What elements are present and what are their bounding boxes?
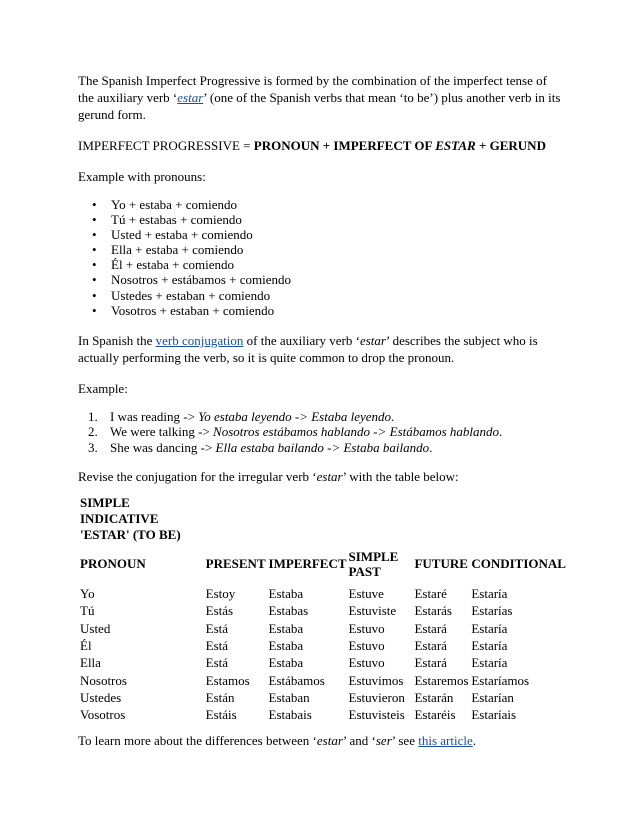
list-item: • Ustedes + estaban + comiendo <box>78 288 566 303</box>
outro-estar: estar <box>316 733 343 749</box>
table-row <box>78 689 566 706</box>
table-cell: Estarías <box>471 603 513 619</box>
example-spanish-short: Estaba bailando <box>343 439 430 455</box>
table-cell: Estuvo <box>348 638 385 653</box>
table-cell: Estáis <box>205 707 237 723</box>
example-arrow: -> <box>370 424 390 440</box>
conjugation-text-2: of the auxiliary verb ‘ <box>243 332 360 348</box>
table-cell: Estaban <box>268 689 310 705</box>
table-row <box>78 654 566 671</box>
column-header: PRESENT <box>205 556 266 572</box>
example-number: 3. <box>88 439 98 455</box>
revise-text-2: ’ with the table below: <box>342 468 459 484</box>
table-cell: Estaría <box>471 638 508 653</box>
table-cell: Estaría <box>471 620 508 636</box>
table-cell: Estarían <box>471 689 514 705</box>
column-header: IMPERFECT <box>268 556 347 572</box>
list-item: • Usted + estaba + comiendo <box>78 227 566 242</box>
intro-text-2: ’ (one of the Spanish verbs that mean ‘to be’) plus another verb in its gerund form. <box>78 90 561 122</box>
table-cell: Yo <box>80 586 95 602</box>
table-cell: Estábamos <box>268 672 325 688</box>
table-cell: Estuvo <box>348 620 385 636</box>
table-cell: Usted <box>80 620 111 636</box>
table-cell: Estaba <box>268 620 304 636</box>
outro-paragraph <box>78 732 566 749</box>
example-number: 1. <box>88 408 98 424</box>
example-arrow: -> <box>291 408 312 424</box>
list-item: • Nosotros + estábamos + comiendo <box>78 272 566 287</box>
intro-text-1: The Spanish Imperfect Progressive is formed by the combination of the imperfect tense of the auxiliary verb ‘ <box>78 73 547 105</box>
table-cell: Estaría <box>471 655 508 671</box>
formula-bold-2: + GERUND <box>475 138 546 153</box>
table-cell: Ella <box>80 655 101 671</box>
table-cell: Está <box>205 620 229 636</box>
table-cell: Están <box>205 689 235 705</box>
table-cell: Estaremos <box>414 672 469 688</box>
table-cell: Estaba <box>268 655 304 671</box>
pronoun-example-list <box>78 197 566 318</box>
table-cell: Tú <box>80 603 95 619</box>
table-row <box>78 671 566 688</box>
table-cell: Él <box>80 638 92 653</box>
estar-link[interactable]: estar <box>177 90 204 105</box>
table-cell: Estaba <box>268 586 304 602</box>
example-end: . <box>429 439 433 455</box>
example-spanish-short: Estaba leyendo <box>311 408 392 424</box>
formula-estar: ESTAR <box>435 138 476 153</box>
table-cell: Estabas <box>268 603 309 619</box>
table-cell: Ustedes <box>80 689 122 705</box>
table-cell: Estamos <box>205 672 250 688</box>
example-end: . <box>499 424 503 440</box>
example-spanish-short: Estábamos hablando <box>389 424 500 440</box>
table-cell: Estás <box>205 603 234 619</box>
example-english: She was dancing -> <box>110 439 216 455</box>
example-spanish-full: Ella estaba bailando <box>215 439 324 455</box>
table-row <box>78 585 566 602</box>
outro-text-4: . <box>472 733 476 749</box>
revise-paragraph <box>78 468 566 485</box>
this-article-link[interactable]: this article <box>418 733 473 749</box>
table-cell: Está <box>205 655 229 671</box>
formula-prefix: IMPERFECT PROGRESSIVE = <box>78 138 254 153</box>
table-cell: Estará <box>414 638 447 653</box>
example-english: We were talking -> <box>110 424 214 440</box>
table-cell: Estuvisteis <box>348 707 405 723</box>
example-english: I was reading -> <box>110 408 199 424</box>
table-cell: Estaréis <box>414 707 456 723</box>
table-cell: Vosotros <box>80 707 126 723</box>
list-item: • Tú + estabas + comiendo <box>78 212 566 227</box>
intro-paragraph <box>78 72 566 123</box>
column-header: FUTURE <box>414 556 468 572</box>
example-spanish-full: Yo estaba leyendo <box>198 408 292 424</box>
table-cell: Estaré <box>414 586 447 602</box>
conjugation-text-1: In Spanish the <box>78 332 156 348</box>
table-cell: Nosotros <box>80 672 127 688</box>
table-row <box>78 637 566 654</box>
table-row <box>78 602 566 619</box>
table-cell: Está <box>205 638 229 653</box>
outro-text-1: To learn more about the differences between ‘ <box>78 733 317 749</box>
table-cell: Estaríamos <box>471 672 530 688</box>
formula-bold-1: PRONOUN + IMPERFECT OF <box>253 138 436 153</box>
example-number: 2. <box>88 424 98 440</box>
table-cell: Estuviste <box>348 603 397 619</box>
table-caption: SIMPLE INDICATIVE 'ESTAR' (TO BE) <box>80 494 181 542</box>
conjugation-text-3: ’ describes the subject who is actually performing the verb, so it is quite common to drop the pronoun. <box>78 332 538 365</box>
table-cell: Estoy <box>205 586 236 602</box>
example-spanish-full: Nosotros estábamos hablando <box>213 424 371 440</box>
conjugation-paragraph <box>78 332 566 366</box>
example-arrow: -> <box>323 439 344 455</box>
table-cell: Estaría <box>471 586 508 602</box>
example-label: Example: <box>78 380 128 396</box>
table-header-row <box>78 547 566 585</box>
list-item: • Vosotros + estaban + comiendo <box>78 303 566 318</box>
pronoun-example-label: Example with pronouns: <box>78 169 206 184</box>
estar-conjugation-table <box>78 495 566 723</box>
formula-line <box>78 137 566 154</box>
table-cell: Estará <box>414 655 447 671</box>
list-item <box>78 409 566 424</box>
table-cell: Estabais <box>268 707 312 723</box>
example-end: . <box>391 408 395 424</box>
list-item: • Él + estaba + comiendo <box>78 257 566 272</box>
document-page <box>78 72 566 749</box>
table-row <box>78 620 566 637</box>
column-header: PRONOUN <box>80 556 146 572</box>
example-list <box>78 409 566 455</box>
table-cell: Estaba <box>268 638 304 653</box>
outro-ser: ser <box>375 733 392 749</box>
list-item <box>78 424 566 439</box>
table-cell: Estuvieron <box>348 689 405 705</box>
revise-estar: estar <box>316 468 343 484</box>
table-cell: Estaríais <box>471 707 517 723</box>
table-cell: Estuvimos <box>348 672 404 688</box>
table-cell: Estará <box>414 620 447 636</box>
outro-text-3: ’ see <box>391 733 419 749</box>
list-item: • Ella + estaba + comiendo <box>78 242 566 257</box>
table-cell: Estarán <box>414 689 454 705</box>
table-caption-row <box>78 495 566 547</box>
list-item: • Yo + estaba + comiendo <box>78 197 566 212</box>
column-header: CONDITIONAL <box>471 556 566 572</box>
outro-text-2: ’ and ‘ <box>342 733 376 749</box>
revise-text-1: Revise the conjugation for the irregular verb ‘ <box>78 468 317 484</box>
verb-conjugation-link[interactable]: verb conjugation <box>155 332 244 348</box>
table-cell: Estarás <box>414 603 452 619</box>
conjugation-estar: estar <box>359 332 386 348</box>
table-cell: Estuve <box>348 586 384 602</box>
list-item <box>78 440 566 455</box>
table-cell: Estuvo <box>348 655 385 671</box>
column-header: SIMPLE PAST <box>348 548 399 579</box>
table-row <box>78 706 566 723</box>
